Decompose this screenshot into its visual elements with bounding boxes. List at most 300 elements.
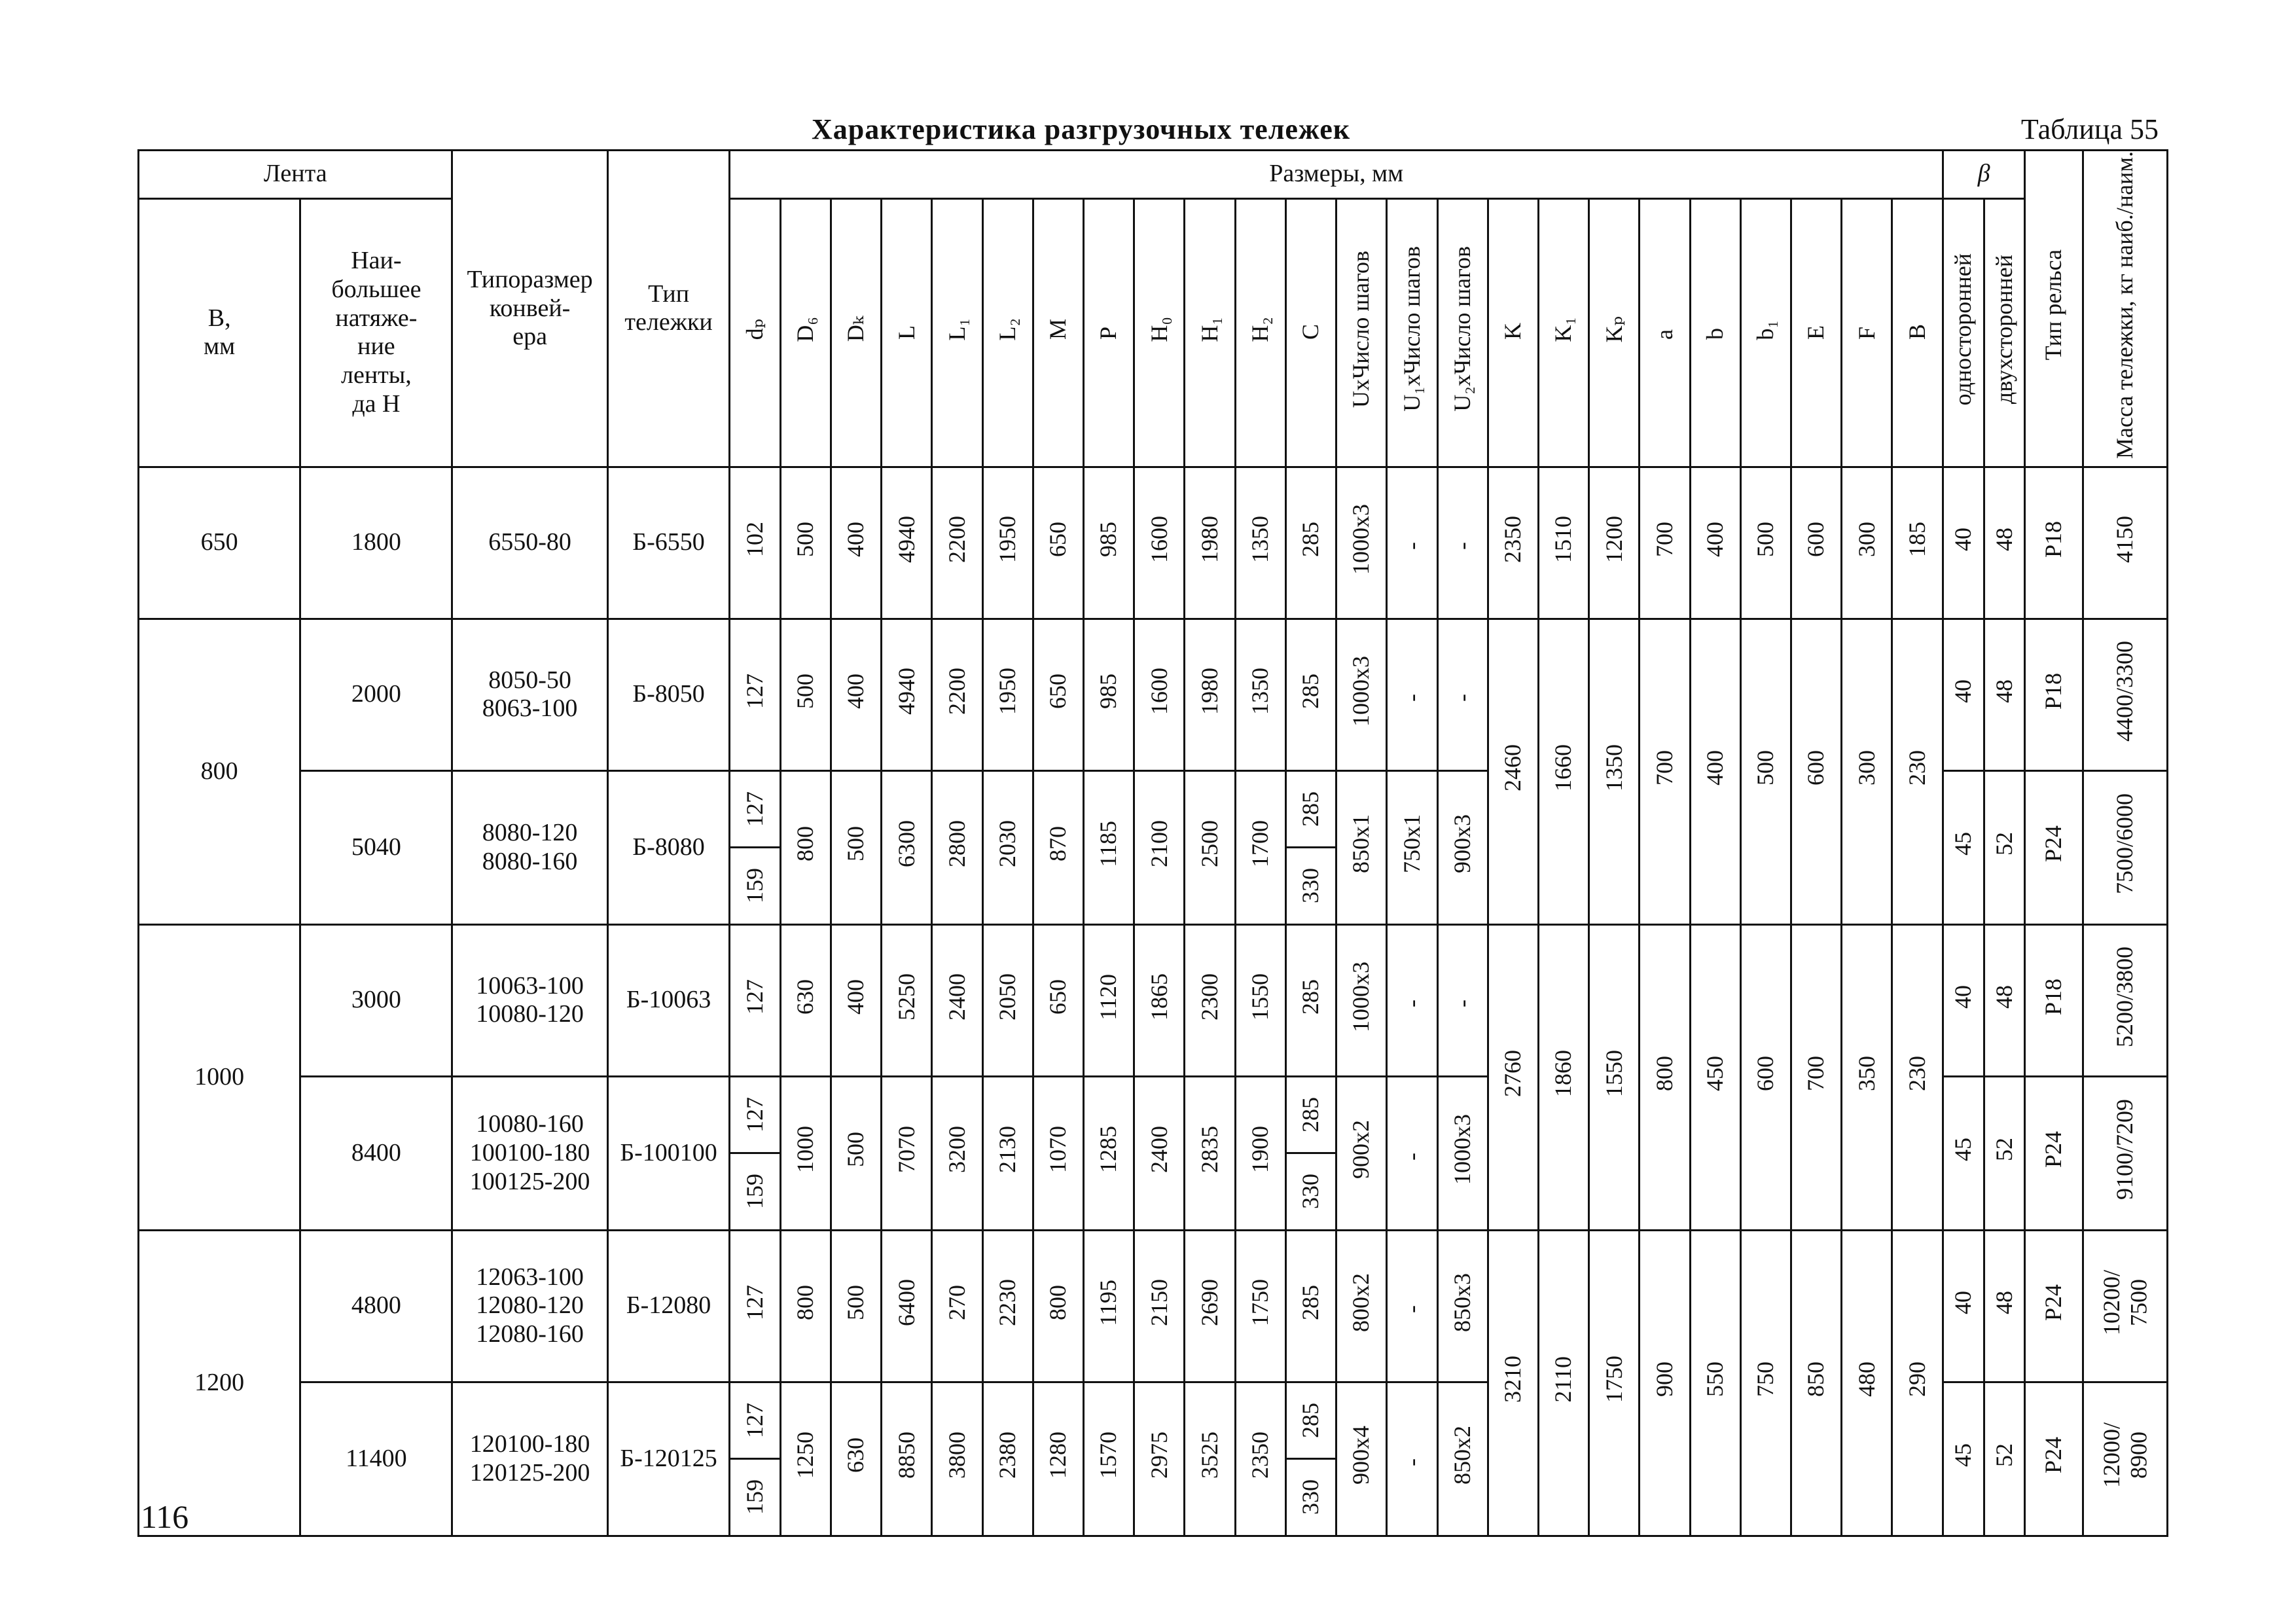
cell-L2 [982, 1230, 1033, 1382]
cell-mass [2083, 1230, 2167, 1382]
cell-mass [2083, 619, 2167, 770]
cell-H0 [1134, 1230, 1185, 1382]
cell-rail-text: P24 [2040, 1284, 2067, 1321]
header-size-col-text: H₀ [1145, 316, 1172, 342]
cell-beta2-text: 52 [1990, 832, 2017, 856]
header-size-col [1690, 198, 1740, 467]
cell-F-text: 480 [1853, 1362, 1880, 1398]
cell-H0 [1134, 467, 1185, 619]
cell-P-text: 985 [1095, 673, 1122, 709]
cell-H1-text: 1980 [1196, 667, 1223, 715]
cell-H2 [1235, 1382, 1285, 1536]
cell-Kp-text: 1750 [1600, 1356, 1627, 1403]
cell-P-text: 1195 [1095, 1279, 1122, 1326]
header-size-col-text: Dₖ [842, 316, 869, 342]
cell-U [1336, 770, 1387, 924]
cell-F-text: 300 [1853, 750, 1880, 786]
header-mass [2083, 151, 2167, 467]
value-C: 285 [1297, 791, 1324, 827]
header-tension [300, 198, 452, 467]
split-cell-dp [730, 1230, 780, 1382]
cell-B-text: 230 [1904, 750, 1931, 786]
cell-mass-text: 4400/3300 [2111, 640, 2138, 742]
cell-E [1791, 1230, 1842, 1536]
cell-U2-text: 850x3 [1448, 1272, 1475, 1332]
value-C: 330 [1297, 1479, 1324, 1515]
cell-B [1892, 619, 1943, 924]
cell-P [1083, 1382, 1134, 1536]
table-row [139, 1230, 2168, 1382]
cell-rail-text: P18 [2040, 672, 2067, 710]
cell-b1-text: 500 [1752, 750, 1779, 786]
cell-rail [2025, 467, 2083, 619]
split-cell-C [1285, 770, 1336, 924]
cell-L2-text: 2130 [994, 1126, 1020, 1174]
cell-K1-text: 1660 [1550, 744, 1577, 792]
header-rail-type [2025, 151, 2083, 467]
cell-H0 [1134, 1076, 1185, 1230]
cell-P-text: 1570 [1095, 1432, 1122, 1479]
split-cell-C [1285, 1230, 1336, 1382]
cell-L2 [982, 770, 1033, 924]
cell-conveyor-text: 6550-80 [488, 528, 571, 556]
cell-Dk [831, 467, 881, 619]
cell-D6 [780, 1230, 831, 1382]
header-size-col [1083, 198, 1134, 467]
cell-H0-text: 2150 [1145, 1278, 1172, 1326]
value-C: 285 [1297, 979, 1324, 1015]
cell-Dk-text: 500 [842, 1284, 869, 1320]
cell-a-text: 800 [1651, 1056, 1677, 1092]
cell-a [1640, 924, 1690, 1230]
cell-B-text: 290 [1904, 1362, 1931, 1398]
cell-Dk [831, 619, 881, 770]
header-size-col-text: dₚ [741, 318, 768, 340]
header-size-col [982, 198, 1033, 467]
cell-K-text: 3210 [1499, 1356, 1526, 1403]
cell-mass-text: 12000/ 8900 [2098, 1422, 2152, 1489]
split-cell-C [1285, 467, 1336, 619]
cell-b_-text: 450 [1702, 1056, 1728, 1092]
cell-H1-text: 2690 [1196, 1278, 1223, 1326]
cell-conveyor-text: 120100-180 120125-200 [469, 1430, 590, 1487]
cell-H1 [1185, 770, 1235, 924]
header-size-col-text: E [1803, 325, 1829, 340]
cell-H1 [1185, 1382, 1235, 1536]
cell-U2 [1437, 924, 1488, 1076]
cell-beta2-text: 48 [1990, 527, 2017, 551]
cell-L [882, 924, 932, 1076]
cell-B [1892, 924, 1943, 1230]
cell-rail-text: P24 [2040, 825, 2067, 863]
header-size-col-text: Kₚ [1600, 316, 1627, 343]
cell-mass [2083, 1382, 2167, 1536]
cell-b_-text: 400 [1702, 521, 1728, 557]
cell-M [1033, 467, 1083, 619]
cell-Dk [831, 770, 881, 924]
cell-beta2 [1984, 467, 2025, 619]
cell-F-text: 300 [1853, 521, 1880, 557]
cell-M-text: 1070 [1045, 1126, 1071, 1174]
cell-a [1640, 1230, 1690, 1536]
cell-U2 [1437, 1076, 1488, 1230]
cell-D6 [780, 619, 831, 770]
cell-U1-text: - [1398, 694, 1425, 702]
cell-beta2-text: 48 [1990, 984, 2017, 1009]
cell-U1 [1387, 1230, 1437, 1382]
cell-beta1 [1943, 1382, 1984, 1536]
cell-beta1 [1943, 924, 1984, 1076]
cell-E-text: 700 [1803, 1056, 1829, 1092]
cell-U2 [1437, 1382, 1488, 1536]
cell-E [1791, 619, 1842, 924]
cell-L2 [982, 1076, 1033, 1230]
value-dp: 127 [741, 1284, 768, 1320]
cell-H0-text: 1600 [1145, 667, 1172, 715]
cell-L-text: 7070 [893, 1126, 920, 1174]
cell-M-text: 800 [1045, 1284, 1071, 1320]
cell-D6-text: 800 [792, 826, 819, 862]
cell-rail-text: P24 [2040, 1131, 2067, 1168]
header-size-col-text: H₁ [1196, 316, 1223, 342]
cell-U-text: 1000x3 [1348, 655, 1374, 727]
cell-Kp [1589, 619, 1640, 924]
value-dp: 159 [741, 1174, 768, 1210]
cell-U [1336, 619, 1387, 770]
cell-M [1033, 1076, 1083, 1230]
cell-L1 [932, 770, 982, 924]
cell-L-text: 8850 [893, 1432, 920, 1479]
cell-P [1083, 1076, 1134, 1230]
cell-L1 [932, 1230, 982, 1382]
value-C: 285 [1297, 673, 1324, 709]
value-C: 285 [1297, 1096, 1324, 1132]
cell-P-text: 1120 [1095, 973, 1122, 1020]
header-sizes: Размеры, мм [730, 151, 1943, 199]
value-dp: 127 [741, 791, 768, 827]
cell-Dk-text: 500 [842, 826, 869, 862]
cell-H2-text: 1350 [1247, 667, 1274, 715]
value-C: 285 [1297, 1402, 1324, 1438]
cell-H1-text: 2835 [1196, 1126, 1223, 1174]
cell-L1 [932, 1382, 982, 1536]
header-size-col-text: D₆ [792, 316, 819, 342]
cell-L1-text: 3800 [943, 1432, 970, 1479]
cell-b1 [1740, 619, 1791, 924]
cell-beta2 [1984, 1076, 2025, 1230]
cell-F [1842, 619, 1892, 924]
cell-L [882, 1076, 932, 1230]
cell-M [1033, 1382, 1083, 1536]
cell-L2-text: 1950 [994, 667, 1020, 715]
cell-a-text: 700 [1651, 750, 1677, 786]
cell-U-text: 1000x3 [1348, 961, 1374, 1032]
cell-beta2 [1984, 619, 2025, 770]
cell-L1-text: 2200 [943, 667, 970, 715]
cell-U2-text: 900x3 [1448, 814, 1475, 874]
cell-U1-text: - [1398, 1458, 1425, 1466]
cell-U1-text: - [1398, 1152, 1425, 1161]
cell-K1 [1538, 924, 1588, 1230]
cell-B [1892, 467, 1943, 619]
cell-U-text: 900x4 [1348, 1426, 1374, 1485]
cell-Dk-text: 400 [842, 979, 869, 1015]
cell-conveyor [452, 619, 607, 770]
cell-L2-text: 1950 [994, 515, 1020, 563]
cell-M [1033, 619, 1083, 770]
cell-L1 [932, 924, 982, 1076]
cell-H2-text: 1750 [1247, 1278, 1274, 1326]
cell-U2-text: - [1448, 694, 1475, 702]
header-beta-col-text: односторонней [1950, 253, 1977, 406]
cell-L [882, 1230, 932, 1382]
cell-L2 [982, 1382, 1033, 1536]
cell-U1-text: - [1398, 1305, 1425, 1314]
characteristics-table [137, 149, 2168, 1537]
cell-cart: Б-120125 [607, 1382, 730, 1536]
cell-beta2 [1984, 1382, 2025, 1536]
cell-E-text: 850 [1803, 1362, 1829, 1398]
cell-cart: Б-8080 [607, 770, 730, 924]
cell-M [1033, 770, 1083, 924]
cell-beta2-text: 52 [1990, 1443, 2017, 1468]
cell-L [882, 619, 932, 770]
cell-L-text: 4940 [893, 667, 920, 715]
cell-H1 [1185, 1076, 1235, 1230]
cell-M [1033, 1230, 1083, 1382]
cell-H0-text: 1865 [1145, 973, 1172, 1020]
cell-L2-text: 2230 [994, 1278, 1020, 1326]
cell-D6-text: 1250 [792, 1432, 819, 1479]
header-size-col [780, 198, 831, 467]
cell-Dk [831, 1382, 881, 1536]
cell-beta1-text: 45 [1950, 832, 1977, 856]
cell-U1 [1387, 924, 1437, 1076]
cell-b1-text: 600 [1752, 1056, 1779, 1092]
cell-L1-text: 2400 [943, 973, 970, 1020]
cell-beta1-text: 45 [1950, 1138, 1977, 1162]
cell-H2 [1235, 1076, 1285, 1230]
cell-H2-text: 1700 [1247, 820, 1274, 868]
value-C: 330 [1297, 868, 1324, 904]
cell-L1-text: 2800 [943, 820, 970, 868]
cell-M-text: 650 [1045, 673, 1071, 709]
header-size-col-text: U₁xЧисло шагов [1398, 246, 1425, 412]
cell-a [1640, 467, 1690, 619]
cell-b1 [1740, 924, 1791, 1230]
cell-b1 [1740, 1230, 1791, 1536]
cell-beta1-text: 45 [1950, 1443, 1977, 1468]
cell-B-text: 230 [1904, 1056, 1931, 1092]
cell-H1-text: 3525 [1196, 1432, 1223, 1479]
cell-conveyor [452, 770, 607, 924]
cell-E-text: 600 [1803, 750, 1829, 786]
header-b-mm-text: В, мм [204, 304, 236, 361]
cell-D6 [780, 1076, 831, 1230]
cell-H2 [1235, 619, 1285, 770]
cell-L1-text: 2200 [943, 515, 970, 563]
cell-cart: Б-8050 [607, 619, 730, 770]
cell-L1-text: 270 [943, 1284, 970, 1320]
cell-F [1842, 467, 1892, 619]
cell-rail-text: P24 [2040, 1437, 2067, 1474]
cell-U1-text: - [1398, 1000, 1425, 1008]
cell-D6 [780, 1382, 831, 1536]
cell-K1 [1538, 619, 1588, 924]
cell-beta2-text: 52 [1990, 1138, 2017, 1162]
cell-Kp [1589, 1230, 1640, 1536]
cell-H2-text: 1550 [1247, 973, 1274, 1020]
cell-conveyor [452, 1230, 607, 1382]
header-beta-col [1943, 198, 1984, 467]
cell-K-text: 2350 [1499, 515, 1526, 563]
cell-cart: Б-100100 [607, 1076, 730, 1230]
split-cell-C [1285, 924, 1336, 1076]
cell-b_ [1690, 619, 1740, 924]
cell-M-text: 650 [1045, 979, 1071, 1015]
cell-tension: 8400 [300, 1076, 452, 1230]
cell-beta1 [1943, 467, 1984, 619]
cell-D6-text: 800 [792, 1284, 819, 1320]
data-table [137, 149, 2166, 1515]
cell-beta1 [1943, 619, 1984, 770]
cell-U2 [1437, 770, 1488, 924]
cell-beta2-text: 48 [1990, 679, 2017, 703]
table-row [139, 619, 2168, 770]
cell-H1 [1185, 1230, 1235, 1382]
cell-Dk [831, 1230, 881, 1382]
cell-D6 [780, 770, 831, 924]
header-size-col [1791, 198, 1842, 467]
header-size-col-text: F [1853, 327, 1880, 340]
header-size-col-text: L [893, 325, 920, 340]
cell-tension: 2000 [300, 619, 452, 770]
header-beta: β [1943, 151, 2024, 199]
cell-H2 [1235, 467, 1285, 619]
cell-U1 [1387, 770, 1437, 924]
header-size-col [1235, 198, 1285, 467]
cell-P [1083, 924, 1134, 1076]
cell-mass [2083, 770, 2167, 924]
header-size-col-text: K [1499, 323, 1526, 340]
header-size-col [1185, 198, 1235, 467]
cell-rail [2025, 1076, 2083, 1230]
cell-L1 [932, 619, 982, 770]
cell-P-text: 985 [1095, 521, 1122, 557]
header-size-col [1640, 198, 1690, 467]
cell-H0-text: 2400 [1145, 1126, 1172, 1174]
cell-H2-text: 2350 [1247, 1432, 1274, 1479]
cell-rail [2025, 1230, 2083, 1382]
cell-b-mm: 650 [139, 467, 300, 619]
cell-M-text: 1280 [1045, 1432, 1071, 1479]
cell-L-text: 5250 [893, 973, 920, 1020]
value-dp: 127 [741, 1096, 768, 1132]
header-rail-type-text: Тип рельса [2040, 249, 2067, 361]
split-cell-dp [730, 924, 780, 1076]
cell-D6-text: 630 [792, 979, 819, 1015]
cell-P-text: 1185 [1095, 821, 1122, 867]
cell-tension: 4800 [300, 1230, 452, 1382]
cell-U2 [1437, 1230, 1488, 1382]
cell-U1-text: 750x1 [1398, 814, 1425, 874]
cell-a-text: 900 [1651, 1362, 1677, 1398]
cell-U1 [1387, 619, 1437, 770]
cell-conveyor [452, 467, 607, 619]
cell-D6 [780, 924, 831, 1076]
cell-beta2-text: 48 [1990, 1290, 2017, 1314]
cell-rail-text: P18 [2040, 978, 2067, 1015]
cell-U1-text: - [1398, 542, 1425, 550]
cell-beta1 [1943, 1230, 1984, 1382]
cell-M-text: 650 [1045, 521, 1071, 557]
cell-H1 [1185, 619, 1235, 770]
header-conveyor-type [452, 151, 607, 467]
header-size-col-text: L₂ [994, 317, 1020, 341]
header-conveyor-type-text: Типоразмер конвей- ера [467, 265, 593, 351]
split-cell-dp [730, 467, 780, 619]
cell-H0-text: 2975 [1145, 1432, 1172, 1479]
cell-H2 [1235, 770, 1285, 924]
cell-U2-text: - [1448, 1000, 1475, 1008]
cell-conveyor [452, 1382, 607, 1536]
cell-K1 [1538, 1230, 1588, 1536]
cell-H1-text: 2300 [1196, 973, 1223, 1020]
cell-P-text: 1285 [1095, 1126, 1122, 1174]
cell-conveyor-text: 8050-50 8063-100 [482, 666, 578, 723]
header-size-col [1538, 198, 1588, 467]
table-row [139, 467, 2168, 619]
cell-P [1083, 770, 1134, 924]
header-size-col [1387, 198, 1437, 467]
cell-a [1640, 619, 1690, 924]
cell-beta1-text: 40 [1950, 527, 1977, 551]
cell-beta2 [1984, 1230, 2025, 1382]
cell-H1 [1185, 924, 1235, 1076]
cell-rail [2025, 770, 2083, 924]
cell-b1-text: 500 [1752, 521, 1779, 557]
cell-conveyor [452, 1076, 607, 1230]
cell-U1 [1387, 1382, 1437, 1536]
cell-M-text: 870 [1045, 826, 1071, 862]
cell-Kp-text: 1550 [1600, 1050, 1627, 1098]
header-size-col-text: UxЧисло шагов [1348, 250, 1374, 408]
cell-b_-text: 400 [1702, 750, 1728, 786]
cell-L2-text: 2050 [994, 973, 1020, 1020]
header-size-col [932, 198, 982, 467]
cell-beta1-text: 40 [1950, 1290, 1977, 1314]
cell-conveyor-text: 10063-100 10080-120 [476, 971, 584, 1028]
cell-L2 [982, 467, 1033, 619]
cell-L-text: 4940 [893, 515, 920, 563]
header-size-col [730, 198, 780, 467]
cell-rail-text: P18 [2040, 520, 2067, 558]
cell-H2 [1235, 1230, 1285, 1382]
cell-U-text: 850x1 [1348, 814, 1374, 874]
cell-E [1791, 924, 1842, 1230]
header-size-col-text: a [1651, 329, 1677, 340]
cell-Kp [1589, 924, 1640, 1230]
cell-U2-text: - [1448, 542, 1475, 550]
header-lenta: Лента [139, 151, 452, 199]
cell-U-text: 800x2 [1348, 1272, 1374, 1332]
cell-mass-text: 4150 [2111, 515, 2138, 563]
cell-K1-text: 1510 [1550, 515, 1577, 563]
cell-rail [2025, 619, 2083, 770]
cell-Dk [831, 1076, 881, 1230]
header-size-col [1892, 198, 1943, 467]
table-row [139, 924, 2168, 1076]
